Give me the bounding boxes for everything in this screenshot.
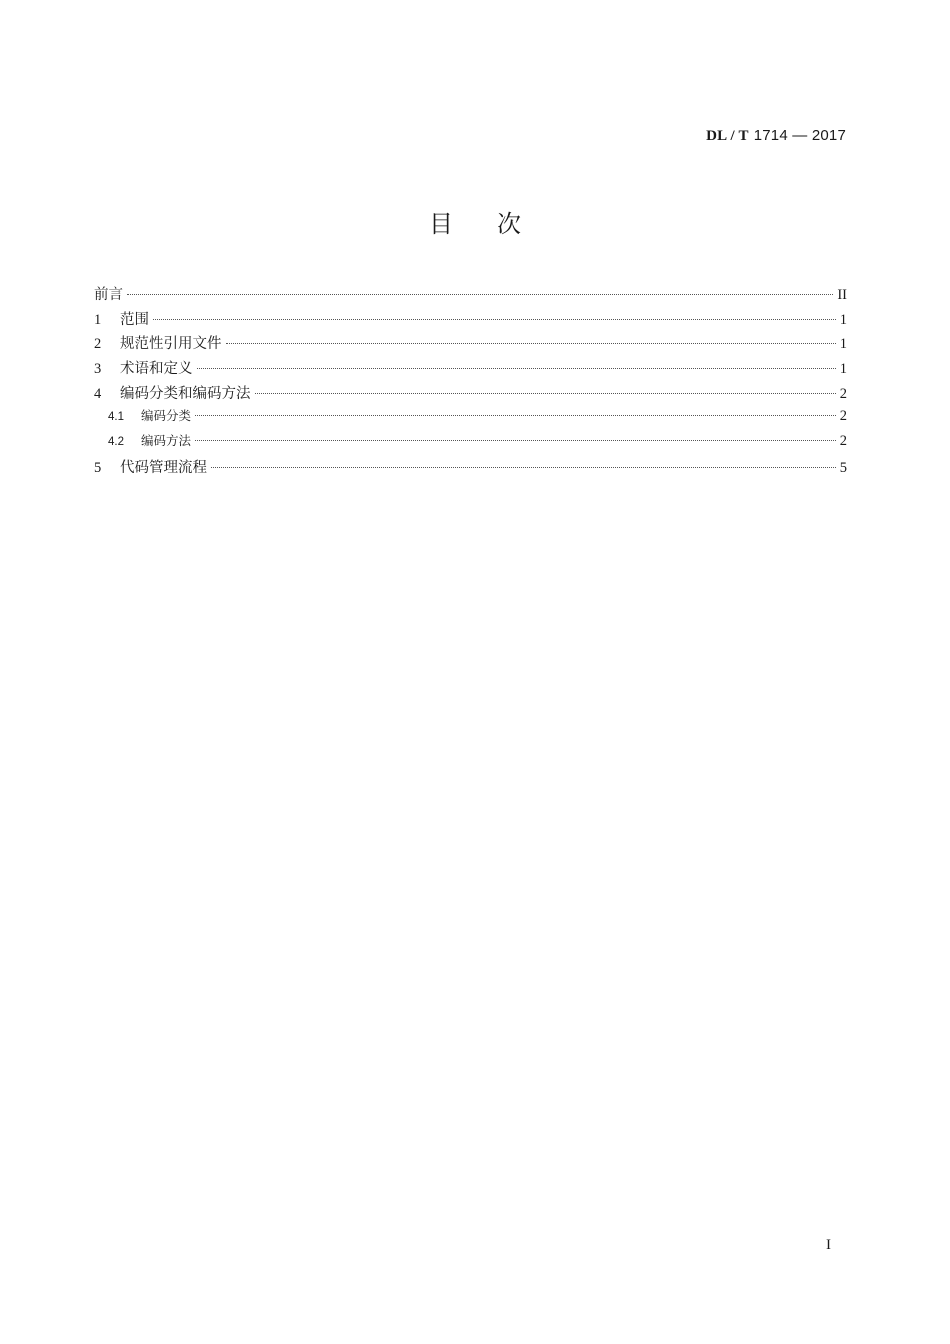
toc-entry-number: 5 (94, 459, 102, 476)
toc-entry-label: 规范性引用文件 (120, 336, 222, 353)
toc-entry-page: 2 (839, 433, 847, 450)
page-number: I (826, 1237, 831, 1253)
toc-entry-code-management-process[interactable] (94, 456, 847, 481)
toc-leader-dots (195, 415, 836, 416)
toc-entry-number: 4 (94, 385, 102, 402)
toc-entry-coding-classification[interactable] (94, 406, 847, 431)
toc-leader-dots (197, 368, 836, 369)
document-number-prefix: DL / T (706, 128, 749, 144)
toc-entry-label: 编码分类 (141, 408, 192, 424)
toc-entry-normative-references[interactable] (94, 332, 847, 357)
toc-leader-dots (211, 467, 836, 468)
document-number (706, 126, 846, 145)
toc-entry-terms-definitions[interactable] (94, 357, 847, 382)
toc-leader-dots (195, 440, 836, 441)
toc-entry-label: 编码方法 (141, 433, 192, 449)
toc-entry-coding-methods[interactable] (94, 431, 847, 456)
toc-leader-dots (226, 343, 836, 344)
toc-leader-dots (127, 294, 833, 295)
toc-entry-coding-classification-methods[interactable] (94, 382, 847, 407)
toc-entry-page: 1 (839, 336, 847, 353)
toc-entry-page: 1 (839, 361, 847, 378)
toc-entry-label: 术语和定义 (120, 361, 193, 378)
toc-title: 目次 (429, 210, 565, 238)
toc-entry-number: 4.1 (108, 411, 124, 424)
toc-leader-dots (153, 319, 836, 320)
toc-entry-page: 1 (839, 311, 847, 328)
toc-leader-dots (255, 393, 836, 394)
toc-entry-page: 2 (839, 385, 847, 402)
toc-entry-foreword[interactable] (94, 283, 847, 308)
toc-entry-number: 2 (94, 336, 102, 353)
toc-entry-number: 1 (94, 311, 102, 328)
toc-entry-scope[interactable] (94, 308, 847, 333)
toc-entry-label: 范围 (120, 311, 149, 328)
toc-entry-number: 4.2 (108, 436, 124, 449)
document-number-rest: 1714 — 2017 (753, 127, 846, 144)
toc-entry-label: 编码分类和编码方法 (120, 385, 251, 402)
toc-entry-page: 5 (839, 459, 847, 476)
toc-entry-number: 3 (94, 361, 102, 378)
toc-entry-page: 2 (839, 408, 847, 425)
table-of-contents (94, 283, 847, 481)
toc-entry-label: 代码管理流程 (120, 459, 207, 476)
toc-entry-page: II (837, 287, 847, 303)
toc-entry-label: 前言 (94, 287, 123, 303)
